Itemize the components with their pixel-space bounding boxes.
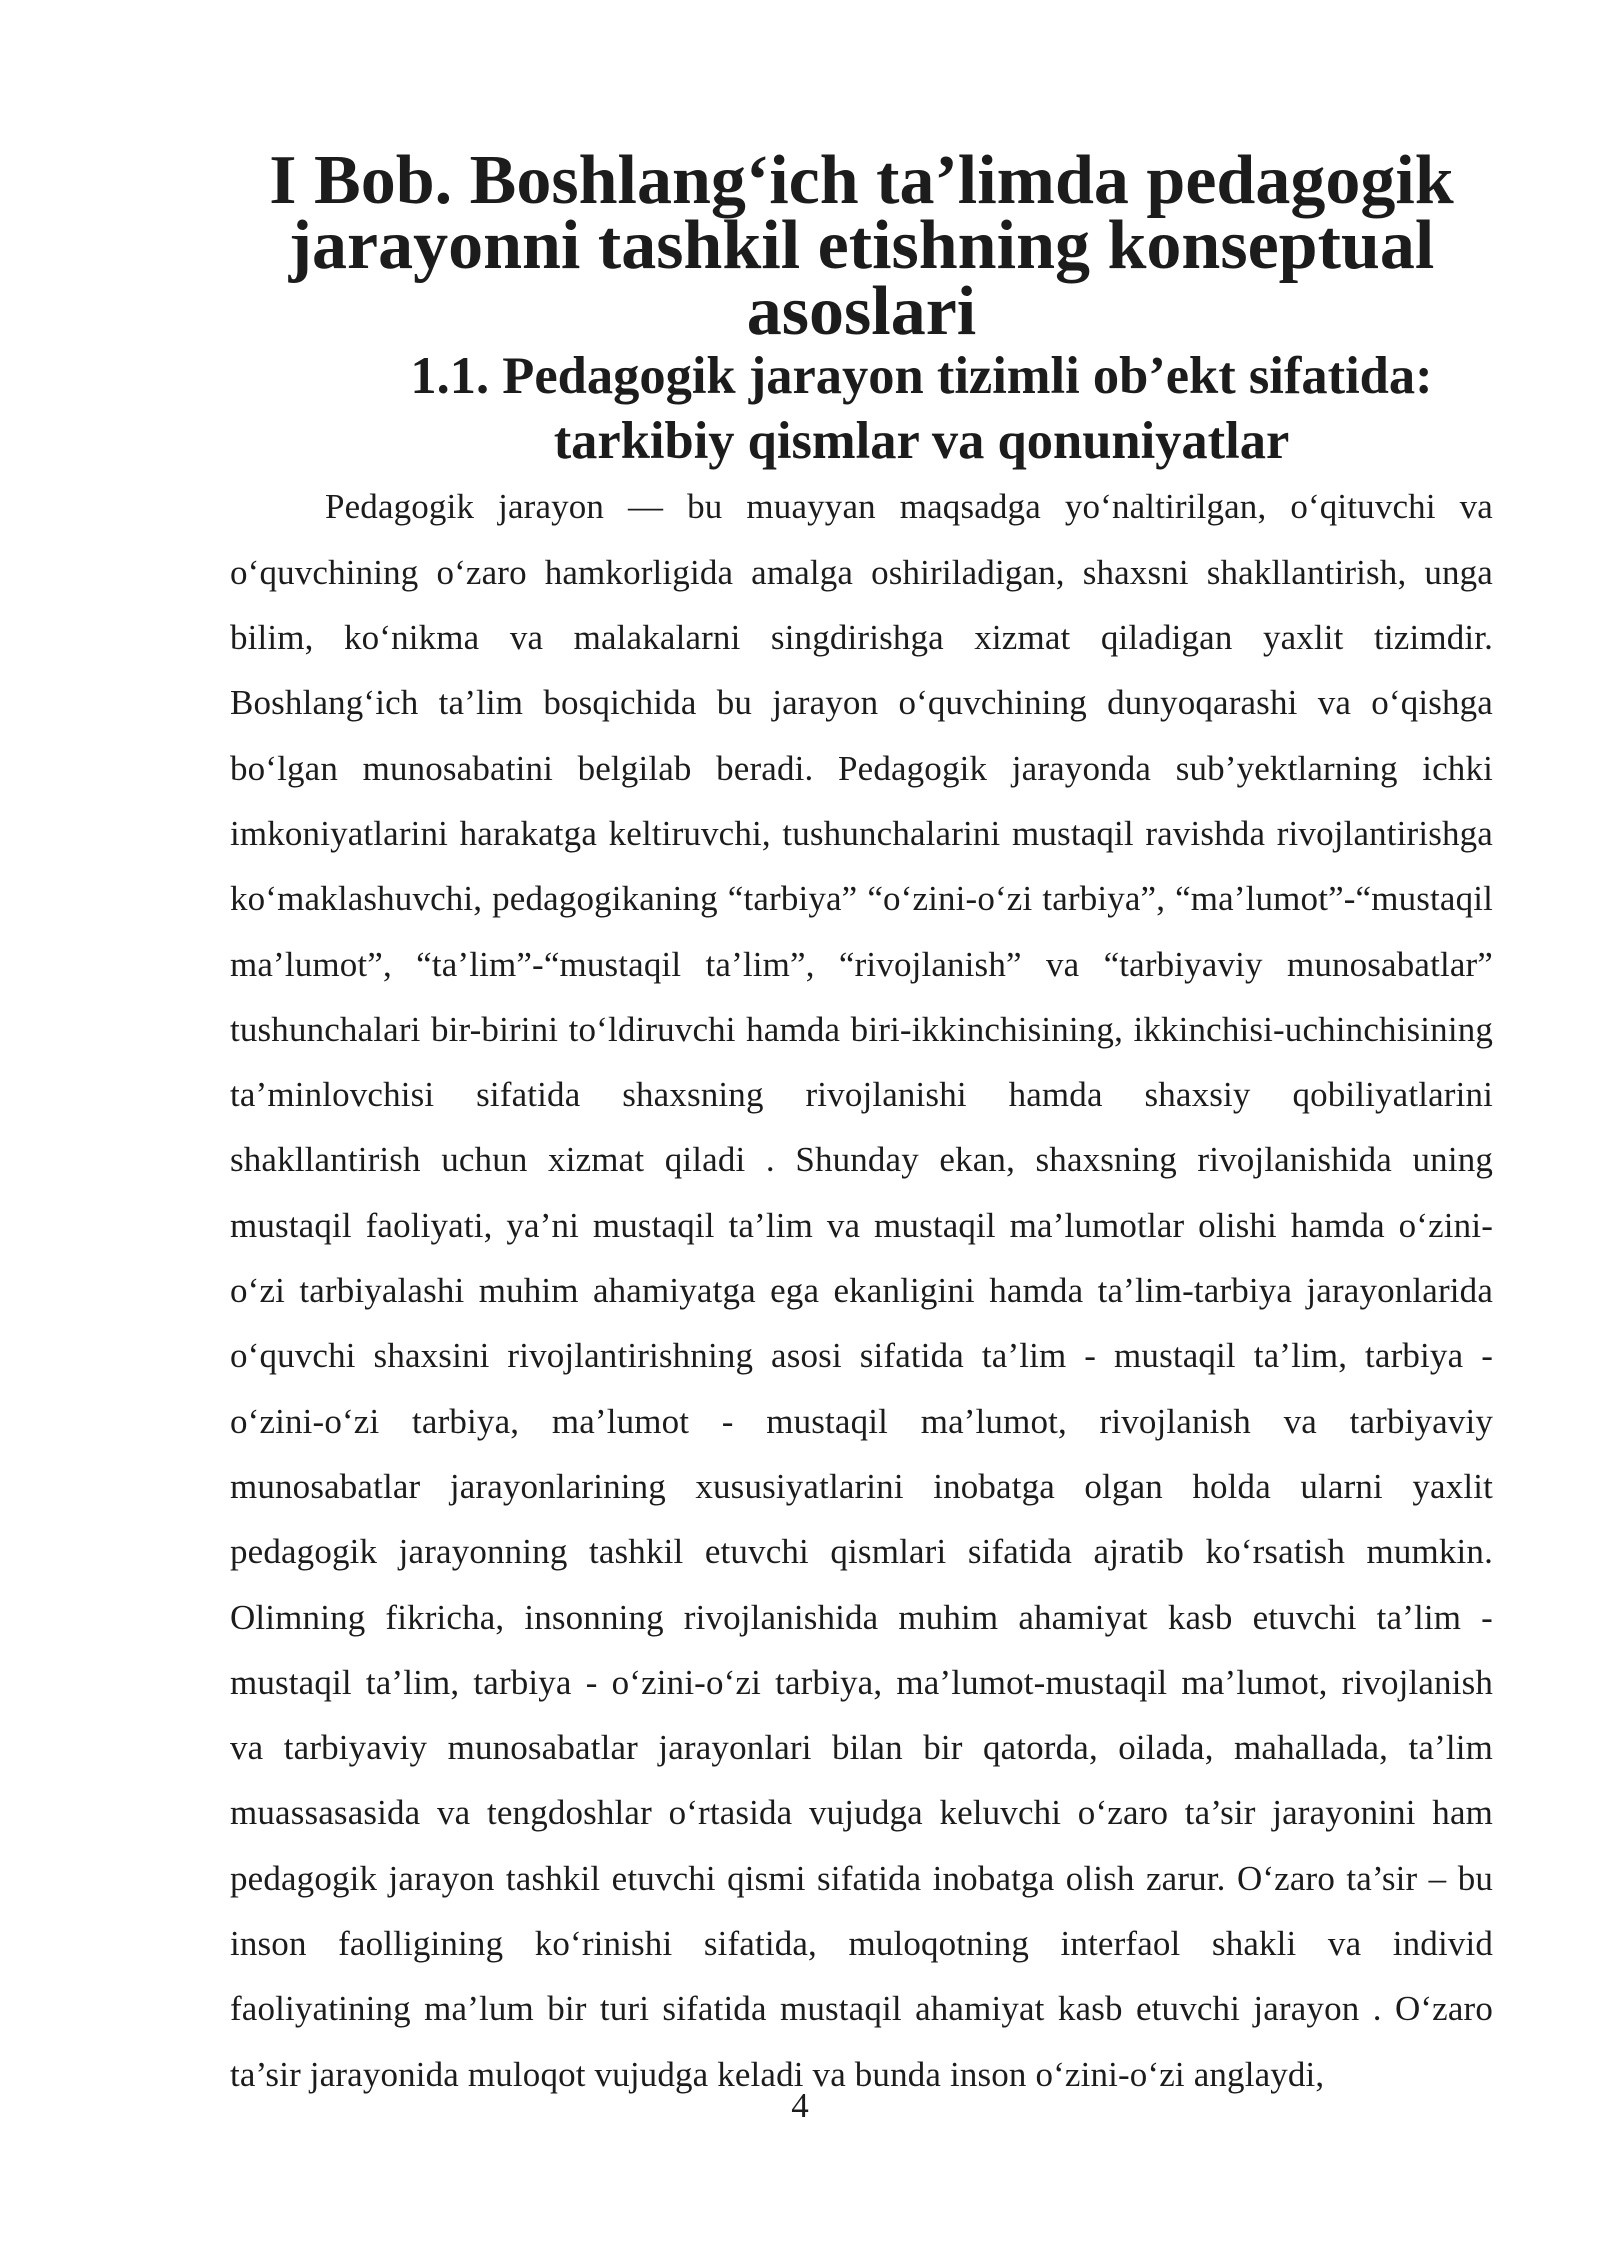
page-number: 4 [791,2086,809,2125]
page-content [230,142,1493,2107]
chapter-title: I Bob. Boshlang‘ich ta’limda pedagogik jarayonni tashkil etishning konseptual asoslari [269,142,1454,350]
body-paragraph: Pedagogik jarayon — bu muayyan maqsadga yo‘naltirilgan, o‘qituvchi va o‘quvchining o‘zaro hamkorligida amalga oshiriladigan, shaxsni shakllantirish, unga bilim, ko‘nikma va malakalarni singdirishga xizmat qiladigan yaxlit tizimdir. Boshlang‘ich ta’lim bosqichida bu jarayon o‘quvchining dunyoqarashi va o‘qishga bo‘lgan munosabatini belgilab beradi. Pedagogik jarayonda sub’yektlarning ichki imkoniyatlarini harakatga keltiruvchi, tushunchalarini mustaqil ravishda rivojlantirishga ko‘maklashuvchi, pedagogikaning “tarbiya” “o‘zini-o‘zi tarbiya”, “ma’lumot”-“mustaqil ma’lumot”, “ta’lim”-“mustaqil ta’lim”, “rivojlanish” va “tarbiyaviy munosabatlar” tushunchalari bir-birini to‘ldiruvchi hamda biri-ikkinchisining, ikkinchisi-uchinchisining ta’minlovchisi sifatida shaxsning rivojlanishi hamda shaxsiy qobiliyatlarini shakllantirish uchun xizmat qiladi . Shunday ekan, shaxsning rivojlanishida uning mustaqil faoliyati, ya’ni mustaqil ta’lim va mustaqil ma’lumotlar olishi hamda o‘zini-o‘zi tarbiyalashi muhim ahamiyatga ega ekanligini hamda ta’lim-tarbiya jarayonlarida o‘quvchi shaxsini rivojlantirishning asosi sifatida ta’lim - mustaqil ta’lim, tarbiya - o‘zini-o‘zi tarbiya, ma’lumot - mustaqil ma’lumot, rivojlanish va tarbiyaviy munosabatlar jarayonlarining xususiyatlarini inobatga olgan holda ularni yaxlit pedagogik jarayonning tashkil etuvchi qismlari sifatida ajratib ko‘rsatish mumkin. Olimning fikricha, insonning rivojlanishida muhim ahamiyat kasb etuvchi ta’lim - mustaqil ta’lim, tarbiya - o‘zini-o‘zi tarbiya, ma’lumot-mustaqil ma’lumot, rivojlanish va tarbiyaviy munosabatlar jarayonlari bilan bir qatorda, oilada, mahallada, ta’lim muassasasida va tengdoshlar o‘rtasida vujudga keluvchi o‘zaro ta’sir jarayonini ham pedagogik jarayon tashkil etuvchi qismi sifatida inobatga olish zarur. O‘zaro ta’sir – bu inson faolligining ko‘rinishi sifatida, muloqotning interfaol shakli va individ faoliyatining ma’lum bir turi sifatida mustaqil ahamiyat kasb etuvchi jarayon . O‘zaro ta’sir jarayonida muloqot vujudga keladi va bunda inson o‘zini-o‘zi anglaydi, [230,487,1493,2094]
section-title: 1.1. Pedagogik jarayon tizimli ob’ekt sifatida: tarkibiy qismlar va qonuniyatlar [410,346,1433,471]
